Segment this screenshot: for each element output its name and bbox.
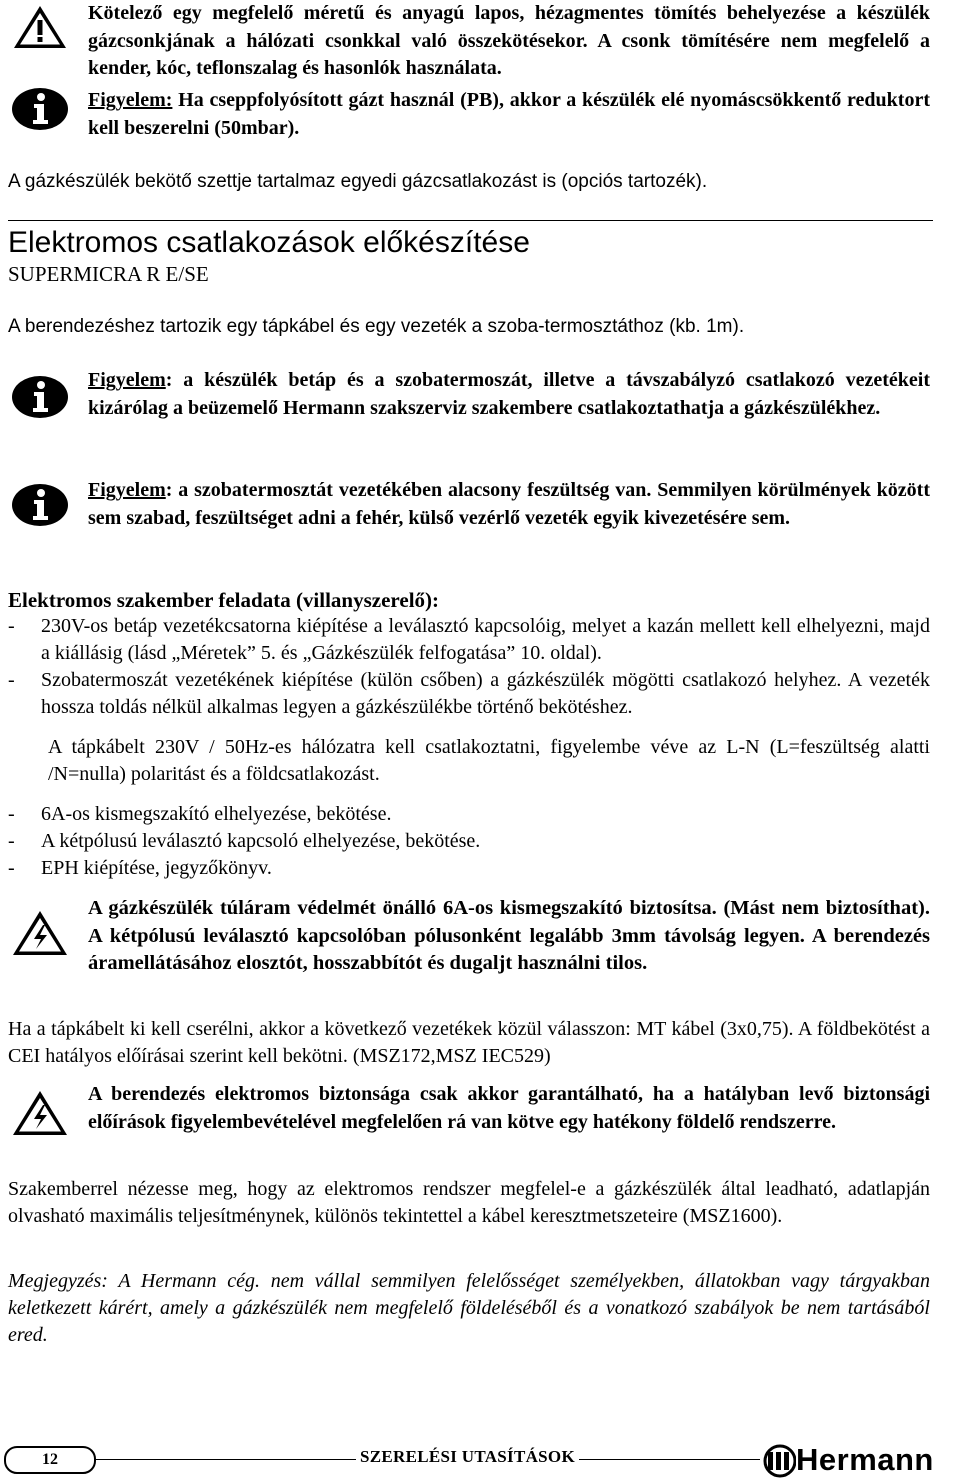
list-item	[8, 828, 930, 855]
attention-note-wiring	[88, 367, 930, 422]
list-dash: -	[8, 830, 15, 852]
page-footer	[0, 1440, 960, 1480]
gas-seal-warning-text: Kötelező egy megfelelő méretű és anyagú lapos, hézagmentes tömítés behelyezése a készülék gázcsonkjának a hálózati csonkkal való összekötésekor. A csonk tömítésére nem megfelelő a kender, kóc, teflonszalag és hasonlók használata.	[88, 2, 930, 79]
list-dash: -	[8, 857, 15, 879]
list-dash: -	[8, 669, 15, 691]
logo-mark-icon	[762, 1442, 796, 1480]
exclamation-triangle-icon	[10, 2, 70, 52]
lpg-reducer-text: Ha cseppfolyósított gázt használ (PB), akkor a készülék elé nyomáscsökkentő reduktort kell beszerelni (50mbar).	[88, 89, 930, 139]
electrician-task-list-2	[8, 801, 930, 882]
list-item-text: Szobatermoszát vezetékének kiépítése (külön csőben) a gázkészülék mögötti csatlakozó helyhez. A vezeték hossza toldás nélkül alkalmas legyen a gázkészülékbe történő bekötéshez.	[41, 669, 930, 718]
high-voltage-icon	[10, 1088, 70, 1138]
list-item	[8, 613, 930, 667]
liability-note: Megjegyzés: A Hermann cég. nem vállal semmilyen felelősséget személyekben, állatokban vagy tárgyakban keletkezett kárért, amely a gázkészülék nem megfelelő földeléséből és a vonatkozó szabályok be nem tartásából ered.	[8, 1270, 930, 1346]
list-item	[8, 667, 930, 721]
footer-title: SZERELÉSI UTASÍTÁSOK	[356, 1447, 579, 1467]
list-item-text: 230V-os betáp vezetékcsatorna kiépítése a leválasztó kapcsolóig, melyet a kazán mellett kell elhelyezni, majd a kiállásig (lásd „Méretek” 5. és „Gázkészülék felfogatása” 10. oldal).	[41, 615, 930, 664]
list-item-text: EPH kiépítése, jegyzőkönyv.	[41, 857, 272, 879]
list-dash: -	[8, 803, 15, 825]
gas-kit-paragraph: A gázkészülék bekötő szettje tartalmaz egyedi gázcsatlakozást is (opciós tartozék).	[8, 171, 708, 192]
cable-replacement-paragraph: Ha a tápkábelt ki kell cserélni, akkor a következő vezetékek közül válasszon: MT kábel (3x0,75). A földbekötést a CEI hatályos előírásai szerint kell bekötni. (MSZ172,MSZ IEC529)	[8, 1018, 930, 1067]
list-item-text: A kétpólusú leválasztó kapcsoló elhelyezése, bekötése.	[41, 830, 481, 852]
list-item	[8, 855, 930, 882]
lpg-reducer-note	[88, 87, 930, 142]
figyelem-label: Figyelem	[88, 369, 166, 391]
section-subtitle: SUPERMICRA R E/SE	[8, 262, 209, 286]
electrician-task-list	[8, 613, 930, 721]
list-dash: -	[8, 615, 15, 637]
power-cable-paragraph: A berendezéshez tartozik egy tápkábel és egy vezeték a szoba-termosztáthoz (kb. 1m).	[8, 316, 745, 337]
grounding-warning: A berendezés elektromos biztonsága csak akkor garantálható, ha a hatályban levő biztonsági előírások figyelembevételével megfelelően rá van kötve egy hatékony földelő rendszerre.	[88, 1083, 930, 1133]
attention-note-voltage-text: : a szobatermosztát vezetékében alacsony feszültség van. Semmilyen körülmények között sem szabad, feszültséget adni a fehér, külső vezérlő vezeték egyik kivezetésére sem.	[88, 479, 930, 529]
overcurrent-warning: A gázkészülék túláram védelmét önálló 6A-os kismegszakító biztosítsa. (Mást nem biztosíthat). A kétpólusú leválasztó kapcsolóban pólusonként legalább 3mm távolság legyen. A berendezés áramellátásához elosztót, hosszabbítót és dugaljt használni tilos.	[88, 897, 930, 974]
electrician-heading: Elektromos szakember feladata (villanyszerelő):	[8, 588, 440, 612]
capacity-check-paragraph: Szakemberrel nézesse meg, hogy az elektromos rendszer megfelel-e a gázkészülék által leadható, adatlapján olvasható maximális teljesítménynek, különös tekintettel a kábel keresztmetszeteire (MSZ1600).	[8, 1178, 930, 1227]
info-icon	[10, 372, 70, 422]
info-icon	[10, 480, 70, 530]
high-voltage-icon	[10, 908, 70, 958]
info-icon	[10, 84, 70, 134]
attention-note-wiring-text: : a készülék betáp és a szobatermoszát, illetve a távszabályzó csatlakozó vezetékeit kizárólag a beüzemelő Hermann szakszerviz szakembere csatlakoztathatja a gázkészülékhez.	[88, 369, 930, 419]
polarity-paragraph: A tápkábelt 230V / 50Hz-es hálózatra kell csatlakoztatni, figyelembe véve az L-N (L=feszültség alatti /N=nulla) polaritást és a földcsatlakozást.	[48, 736, 930, 785]
logo-text: Hermann	[796, 1442, 934, 1477]
list-item	[8, 801, 930, 828]
figyelem-label: Figyelem	[88, 479, 166, 501]
hermann-logo	[762, 1442, 958, 1480]
figyelem-label: Figyelem:	[88, 89, 173, 111]
section-title: Elektromos csatlakozások előkészítése	[8, 226, 530, 259]
section-divider	[8, 220, 933, 221]
list-item-text: 6A-os kismegszakító elhelyezése, bekötése.	[41, 803, 392, 825]
attention-note-voltage	[88, 477, 930, 532]
page-number: 12	[4, 1446, 96, 1474]
